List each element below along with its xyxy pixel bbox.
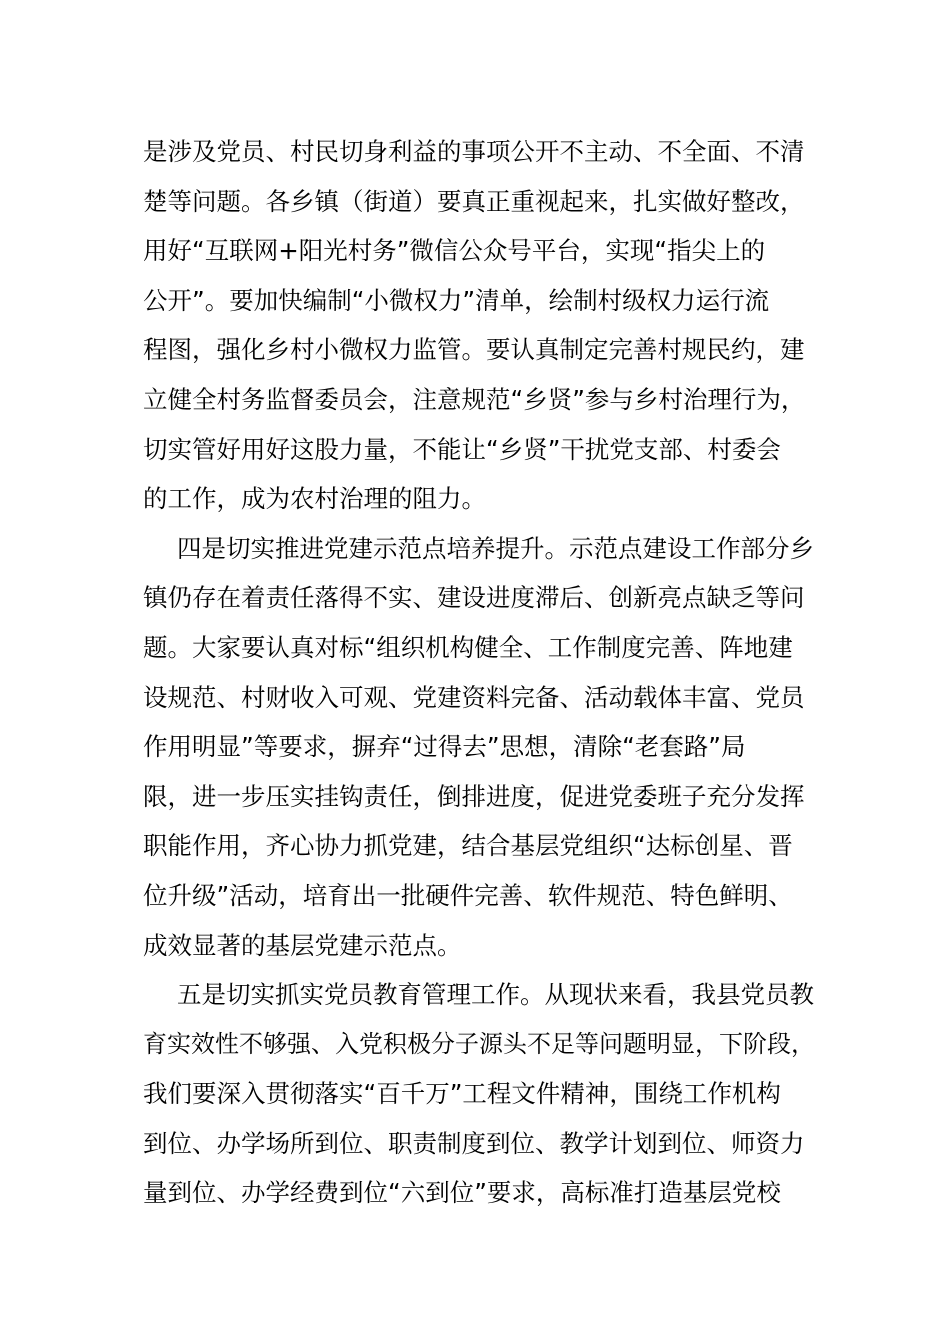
- text-line: 位升级”活动，培育出一批硬件完善、软件规范、特色鲜明、: [143, 880, 793, 910]
- document-body: [143, 127, 815, 1218]
- text-line: 用好“互联网+阳光村务”微信公众号平台，实现“指尖上的: [143, 236, 766, 266]
- text-line: 的工作，成为农村治理的阻力。: [143, 484, 486, 514]
- text-line: 作用明显”等要求，摒弃“过得去”思想，清除“老套路”局: [143, 732, 746, 762]
- text-line: 我们要深入贯彻落实“百千万”工程文件精神，围绕工作机构: [143, 1079, 781, 1109]
- text-line: 设规范、村财收入可观、党建资料完备、活动载体丰富、党员: [143, 682, 805, 712]
- text-line: 职能作用，齐心协力抓党建，结合基层党组织“达标创星、晋: [143, 831, 793, 861]
- text-line: 镇仍存在着责任落得不实、建设进度滞后、创新亮点缺乏等问: [143, 583, 805, 613]
- text-line: 楚等问题。各乡镇（街道）要真正重视起来，扎实做好整改，: [143, 186, 805, 216]
- text-line: 切实管好用好这股力量，不能让“乡贤”干扰党支部、村委会: [143, 434, 781, 464]
- text-line: 量到位、办学经费到位“六到位”要求，高标准打造基层党校: [143, 1178, 781, 1208]
- paragraph-first-line: 四是切实推进党建示范点培养提升。示范点建设工作部分乡: [177, 533, 814, 563]
- text-line: 成效显著的基层党建示范点。: [143, 930, 462, 960]
- text-line: 育实效性不够强、入党积极分子源头不足等问题明显，下阶段，: [143, 1029, 815, 1058]
- text-line: 到位、办学场所到位、职责制度到位、教学计划到位、师资力: [143, 1128, 805, 1158]
- text-line: 是涉及党员、村民切身利益的事项公开不主动、不全面、不清: [143, 137, 805, 166]
- text-line: 公开”。要加快编制“小微权力”清单，绘制村级权力运行流: [143, 285, 770, 315]
- text-line: 程图，强化乡村小微权力监管。要认真制定完善村规民约，建: [143, 335, 805, 365]
- text-line: 限，进一步压实挂钩责任，倒排进度，促进党委班子充分发挥: [143, 781, 805, 811]
- paragraph-first-line: 五是切实抓实党员教育管理工作。从现状来看，我县党员教: [177, 980, 814, 1010]
- text-line: 立健全村务监督委员会，注意规范“乡贤”参与乡村治理行为，: [143, 384, 806, 414]
- text-line: 题。大家要认真对标“组织机构健全、工作制度完善、阵地建: [143, 632, 793, 662]
